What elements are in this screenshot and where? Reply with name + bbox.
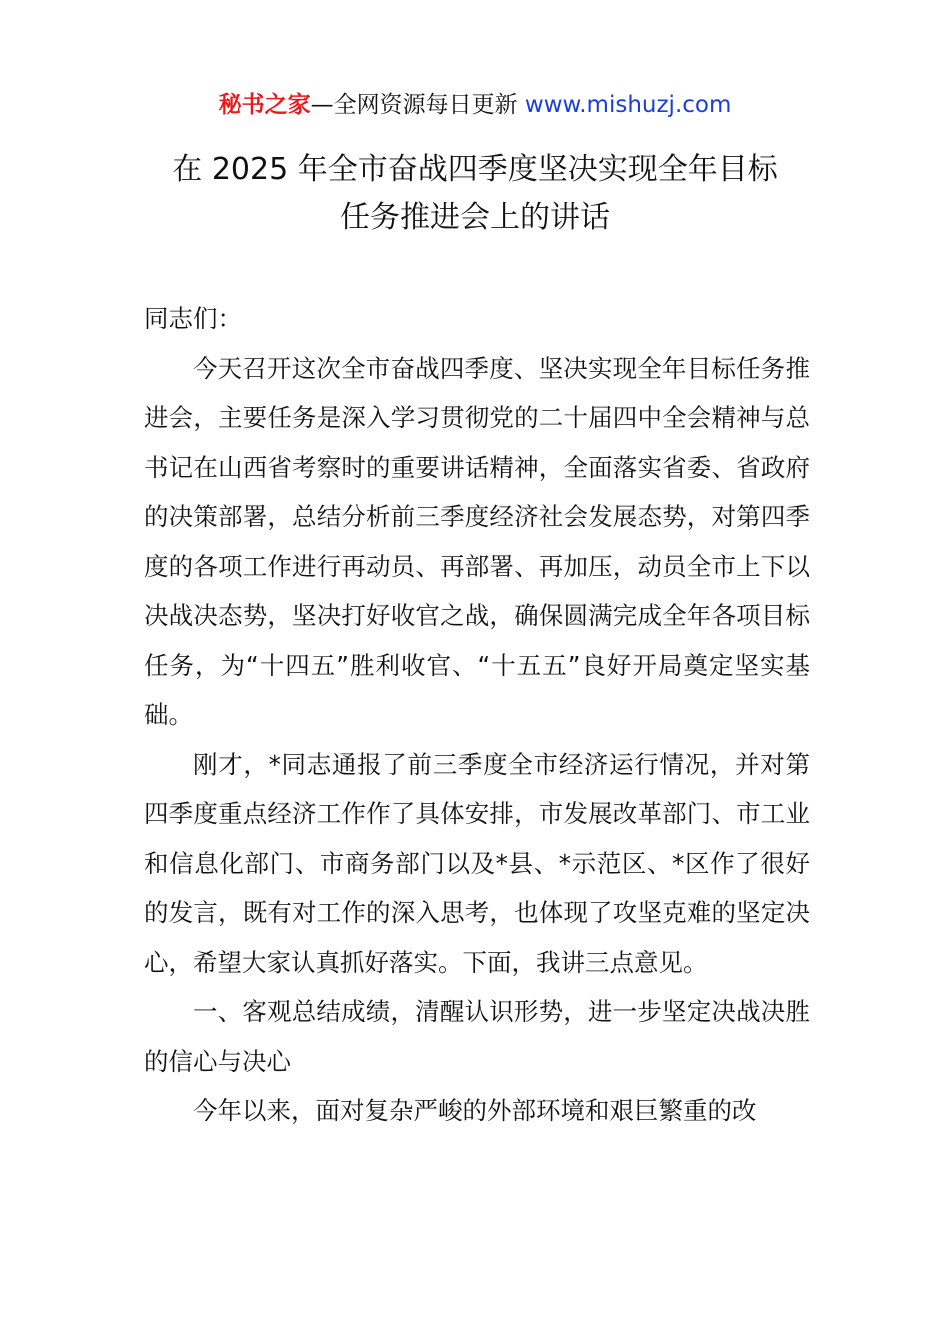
salutation: 同志们： [144, 304, 242, 333]
title-line-2: 任务推进会上的讲话 [340, 200, 610, 235]
brand-name: 秘书之家 [218, 92, 311, 118]
document-title [130, 146, 820, 242]
title-line-1: 在 2025 年全市奋战四季度坚决实现全年目标 [172, 152, 778, 187]
document-body [144, 294, 810, 1136]
paragraph-1: 今天召开这次全市奋战四季度、坚决实现全年目标任务推进会，主要任务是深入学习贯彻党的二十届四中全会精神与总书记在山西省考察时的重要讲话精神，全面落实省委、省政府的决策部署，总结分析前三季度经济社会发展态势，对第四季度的各项工作进行再动员、再部署、再加压，动员全市上下以决战决态势，坚决打好收官之战，确保圆满完成全年各项目标任务，为“十四五”胜利收官、“十五五”良好开局奠定坚实基础。 [144, 353, 810, 729]
site-banner [0, 88, 950, 122]
paragraph-3: 今年以来，面对复杂严峻的外部环境和艰巨繁重的改 [193, 1096, 757, 1125]
site-url-link[interactable]: www.mishuzj.com [524, 92, 732, 118]
banner-slogan: —全网资源每日更新 [310, 92, 525, 118]
paragraph-2: 刚才，*同志通报了前三季度全市经济运行情况，并对第四季度重点经济工作作了具体安排，市发展改革部门、市工业和信息化部门、市商务部门以及*县、*示范区、*区作了很好的发言，既有对工作的深入思考，也体现了攻坚克难的坚定决心，希望大家认真抓好落实。下面，我讲三点意见。 [144, 749, 810, 977]
section-heading-1: 一、客观总结成绩，清醒认识形势，进一步坚定决战决胜的信心与决心 [144, 997, 810, 1076]
